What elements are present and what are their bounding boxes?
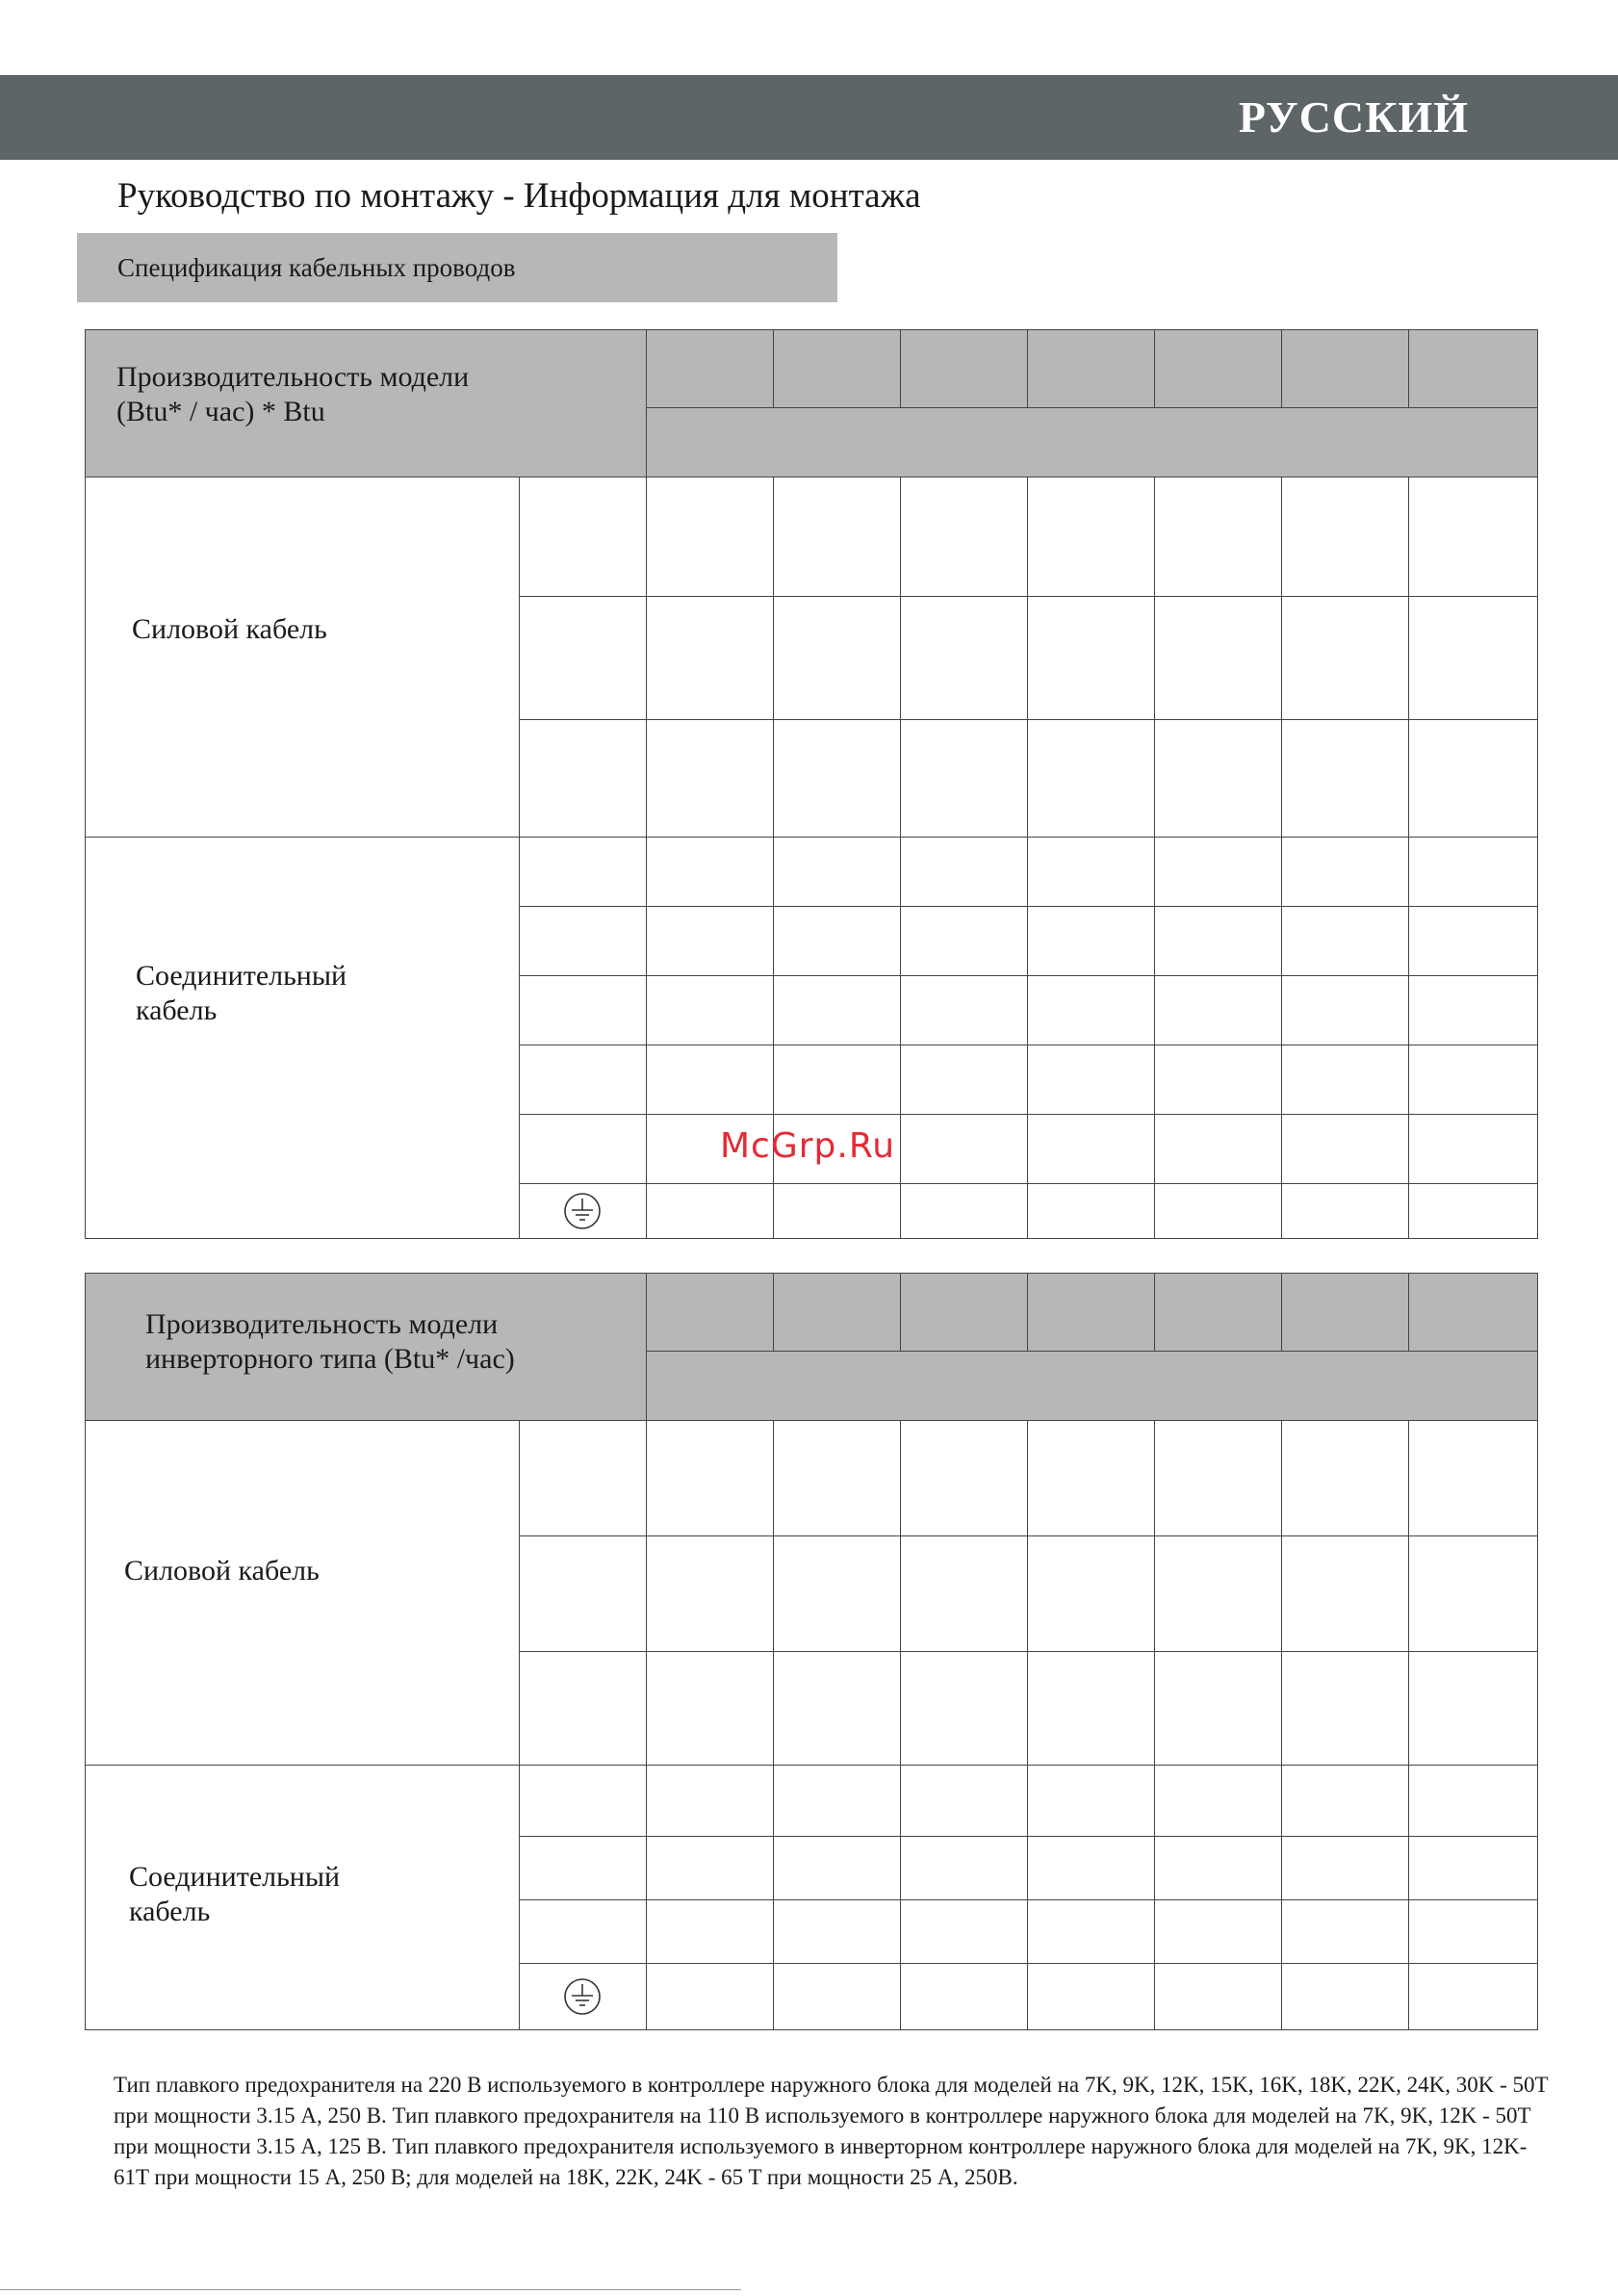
grid-line xyxy=(519,1651,1537,1652)
grid-line xyxy=(1154,1274,1155,1351)
grid-line xyxy=(646,1351,1537,1352)
connection-cable-label-line1: Соединительный xyxy=(136,960,347,992)
grid-line xyxy=(646,330,647,1239)
grid-line xyxy=(1281,330,1282,407)
grid-line xyxy=(519,1535,1537,1536)
grid-line xyxy=(1408,477,1409,1239)
grid-line xyxy=(900,477,901,1239)
power-cable-label: Силовой кабель xyxy=(132,613,327,645)
grid-line xyxy=(773,1274,774,1351)
grid-line xyxy=(646,1274,647,2030)
grid-line xyxy=(1281,477,1282,1239)
header-label-line1: Производительность модели xyxy=(116,361,470,393)
ground-symbol-icon xyxy=(562,1976,603,2017)
grid-line xyxy=(86,837,1537,838)
grid-line xyxy=(519,1183,1537,1184)
watermark: McGrp.Ru xyxy=(720,1126,896,1166)
grid-line xyxy=(1154,477,1155,1239)
connection-cable-label-line1: Соединительный xyxy=(129,1861,341,1893)
grid-line xyxy=(1281,1420,1282,2030)
bottom-divider xyxy=(0,2289,741,2290)
cable-spec-table-standard xyxy=(85,329,1538,1239)
page-title: Руководство по монтажу - Информация для монтажа xyxy=(117,176,921,216)
grid-line xyxy=(1408,1274,1409,1351)
grid-line xyxy=(519,1836,1537,1837)
grid-line xyxy=(519,906,1537,907)
grid-line xyxy=(1408,330,1409,407)
grid-line xyxy=(900,330,901,407)
grid-line xyxy=(519,719,1537,720)
grid-line xyxy=(900,1274,901,1351)
grid-line xyxy=(519,477,520,1239)
fuse-footnote: Тип плавкого предохранителя на 220 В используемого в контроллере наружного блока для моделей на 7K, 9K, 12K, 15K, 16K, 18K, 22K, 24K, 30K - 50T при мощности 3.15 А, 250 В. Тип плавкого предохранителя на 110 В используемого в контроллере наружного блока для моделей на 7K, 9K, 12K - 50T при мощности 3.15 А, 125 В. Тип плавкого предохранителя используемого в инверторном контроллере наружного блока для моделей на 7K, 9K, 12K- 61T при мощности 15 А, 250 В; для моделей на 18K, 22K, 24K - 65 T при мощности 25 А, 250В. xyxy=(114,2073,1549,2189)
grid-line xyxy=(1281,1274,1282,1351)
grid-line xyxy=(773,477,774,1239)
grid-line xyxy=(519,1114,1537,1115)
connection-cable-label-line2: кабель xyxy=(129,1896,211,1927)
grid-line xyxy=(773,330,774,407)
section-title: Спецификация кабельных проводов xyxy=(117,253,516,282)
grid-line xyxy=(773,1420,774,2030)
grid-line xyxy=(519,596,1537,597)
grid-line xyxy=(900,1420,901,2030)
grid-line xyxy=(1027,1420,1028,2030)
language-label: РУССКИЙ xyxy=(1238,92,1469,142)
header-label-line1: Производительность модели xyxy=(145,1308,499,1340)
grid-line xyxy=(1154,1420,1155,2030)
grid-line xyxy=(1027,1274,1028,1351)
grid-line xyxy=(1027,477,1028,1239)
grid-line xyxy=(519,975,1537,976)
grid-line xyxy=(86,1420,1537,1421)
grid-line xyxy=(646,407,1537,408)
grid-line xyxy=(519,1899,1537,1900)
connection-cable-label-line2: кабель xyxy=(136,994,218,1026)
grid-line xyxy=(1408,1420,1409,2030)
cable-spec-table-inverter xyxy=(85,1273,1538,2030)
header-label-line2: инверторного типа (Btu* /час) xyxy=(145,1343,515,1375)
grid-line xyxy=(1154,330,1155,407)
grid-line xyxy=(519,1420,520,2030)
header-label-line2: (Btu* / час) * Btu xyxy=(116,396,325,427)
grid-line xyxy=(519,1963,1537,1964)
power-cable-label: Силовой кабель xyxy=(124,1555,320,1587)
grid-line xyxy=(86,1765,1537,1766)
ground-symbol-icon xyxy=(562,1191,603,1231)
section-header xyxy=(77,233,837,302)
header-bar xyxy=(0,75,1618,160)
grid-line xyxy=(1027,330,1028,407)
